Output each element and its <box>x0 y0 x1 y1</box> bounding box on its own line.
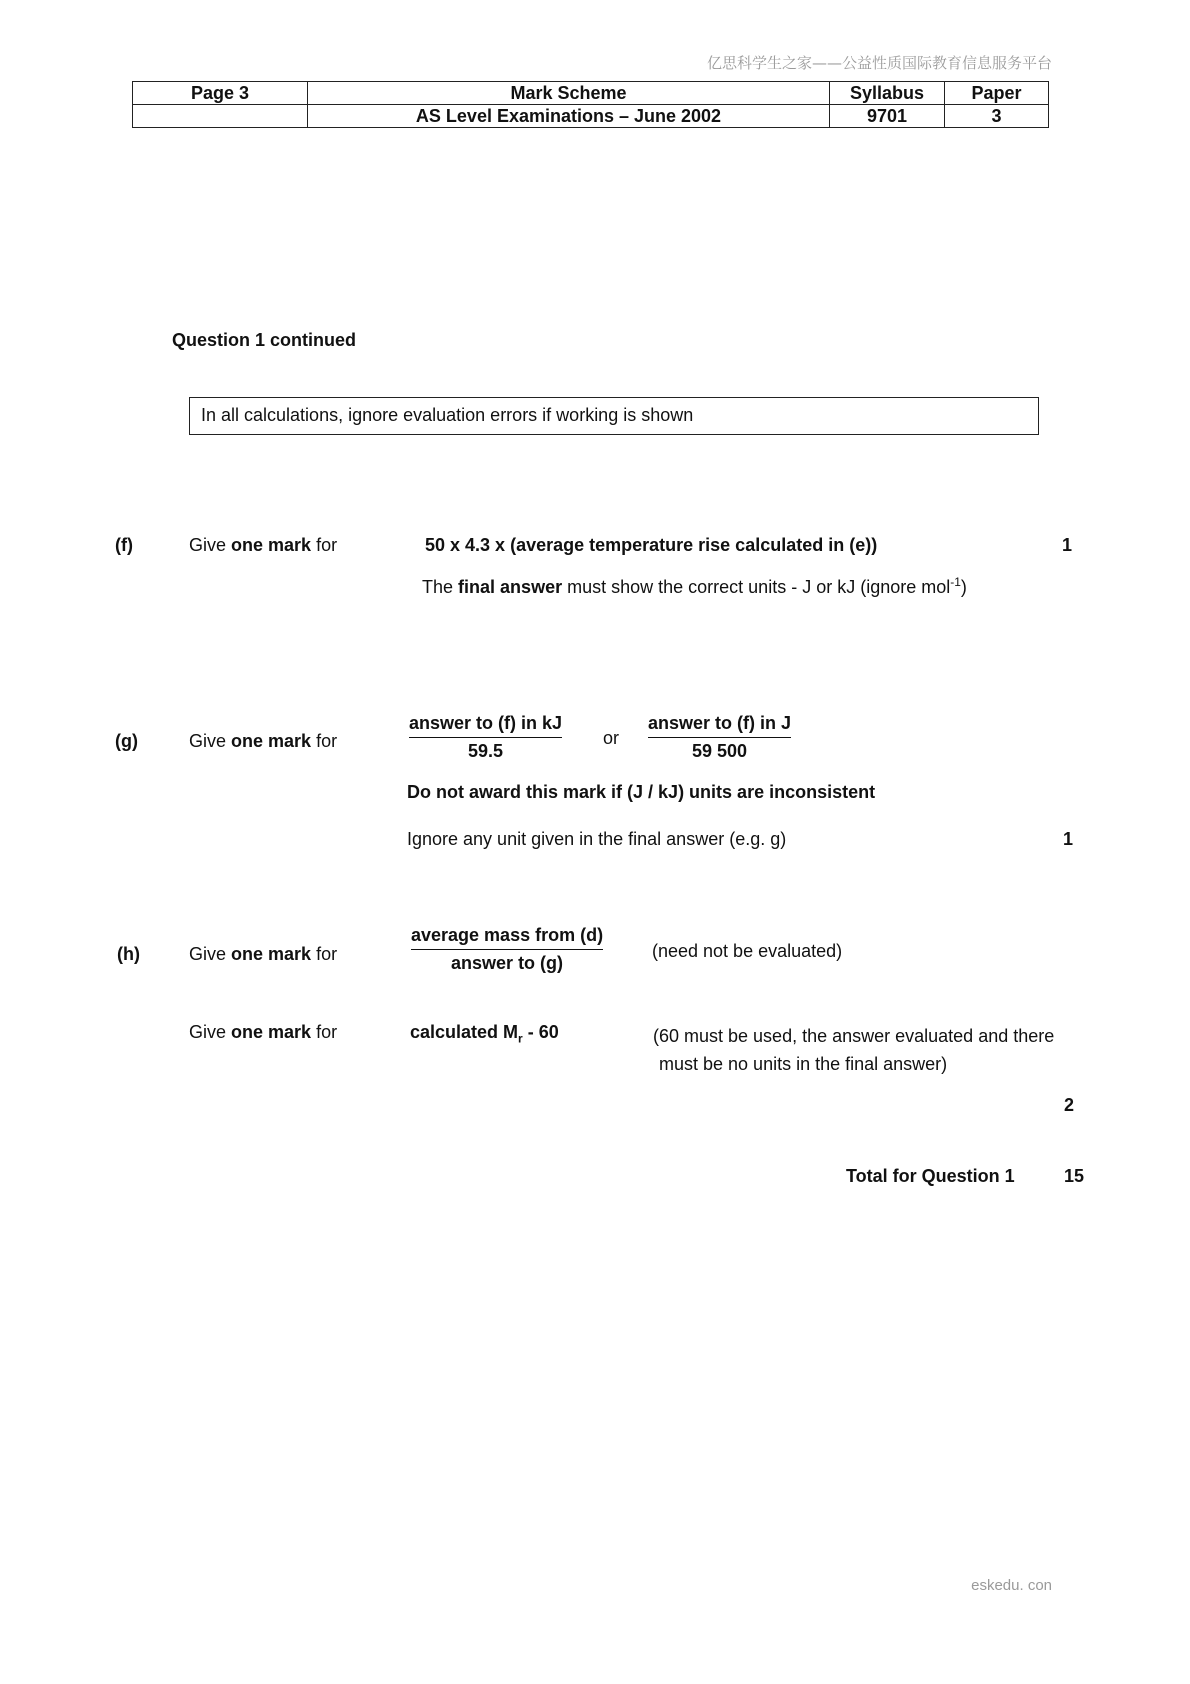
part-h-label: (h) <box>117 944 140 964</box>
one-mark-text: one mark <box>231 535 312 555</box>
fraction-numerator: average mass from (d) <box>411 925 603 950</box>
part-g-instruction <box>189 731 337 752</box>
one-mark-text: one mark <box>231 1022 312 1042</box>
part-f-label: (f) <box>115 535 133 555</box>
units-note-post: must show the correct units - J or kJ (ignore mol <box>567 577 951 597</box>
part-h-mark: 2 <box>1064 1095 1075 1115</box>
units-note-sup: -1 <box>950 575 961 589</box>
calculation-note-box <box>189 397 1039 435</box>
fraction-denominator: answer to (g) <box>451 953 564 973</box>
total-value: 15 <box>1064 1166 1085 1186</box>
part-f-units-note <box>422 575 967 598</box>
part-g-ignore: Ignore any unit given in the final answer (e.g. g) <box>407 829 787 849</box>
part-g-mark: 1 <box>1063 829 1074 849</box>
part-h-note1: (need not be evaluated) <box>652 941 843 961</box>
for-text: for <box>316 731 338 751</box>
for-text: for <box>316 535 338 555</box>
question-title: Question 1 continued <box>172 330 357 350</box>
for-text: for <box>316 1022 338 1042</box>
fraction-denominator: 59.5 <box>467 741 504 761</box>
header-paper-value: 3 <box>945 105 1049 128</box>
fraction-denominator: 59 500 <box>691 741 748 761</box>
part-h-fraction <box>411 925 603 974</box>
give-text: Give <box>189 731 227 751</box>
part-h-calculated-mr <box>410 1022 559 1046</box>
part-h-instruction <box>189 944 337 965</box>
part-f-mark: 1 <box>1062 535 1073 555</box>
fraction-numerator: answer to (f) in J <box>648 713 791 738</box>
part-g-warning: Do not award this mark if (J / kJ) units are inconsistent <box>407 782 876 802</box>
part-h-note2 <box>653 1022 1054 1078</box>
part-g-label: (g) <box>115 731 138 751</box>
part-f-formula: 50 x 4.3 x (average temperature rise calculated in (e)) <box>425 535 878 555</box>
header-paper-label: Paper <box>945 82 1049 105</box>
units-note-bold: final answer <box>458 577 563 597</box>
header-empty-cell <box>133 105 308 128</box>
header-syllabus-label: Syllabus <box>830 82 945 105</box>
header-syllabus-value: 9701 <box>830 105 945 128</box>
header-page: Page 3 <box>133 82 308 105</box>
units-note-pre: The <box>422 577 454 597</box>
give-text: Give <box>189 944 227 964</box>
header-table <box>132 81 1049 128</box>
part-h-instruction-2 <box>189 1022 337 1043</box>
give-text: Give <box>189 1022 227 1042</box>
header-mark-scheme: Mark Scheme <box>308 82 830 105</box>
part-g-or: or <box>603 728 620 748</box>
note2-line1: (60 must be used, the answer evaluated and there <box>653 1026 1055 1046</box>
part-g-fraction-kj <box>409 713 562 762</box>
calc-pre: calculated M <box>410 1022 519 1042</box>
one-mark-text: one mark <box>231 731 312 751</box>
part-g-fraction-j <box>648 713 791 762</box>
watermark-top: 亿思科学生之家——公益性质国际教育信息服务平台 <box>706 54 1052 72</box>
fraction-numerator: answer to (f) in kJ <box>409 713 562 738</box>
for-text: for <box>316 944 338 964</box>
part-f-instruction <box>189 535 337 556</box>
total-label: Total for Question 1 <box>846 1166 1015 1186</box>
note2-line2: must be no units in the final answer) <box>659 1054 948 1074</box>
give-text: Give <box>189 535 227 555</box>
calc-sub: r <box>518 1031 523 1046</box>
header-exam: AS Level Examinations – June 2002 <box>308 105 830 128</box>
units-note-close: ) <box>960 577 967 597</box>
calculation-note: In all calculations, ignore evaluation errors if working is shown <box>201 405 694 425</box>
calc-post: - 60 <box>527 1022 559 1042</box>
one-mark-text: one mark <box>231 944 312 964</box>
watermark-bottom: eskedu. con <box>971 1577 1052 1594</box>
